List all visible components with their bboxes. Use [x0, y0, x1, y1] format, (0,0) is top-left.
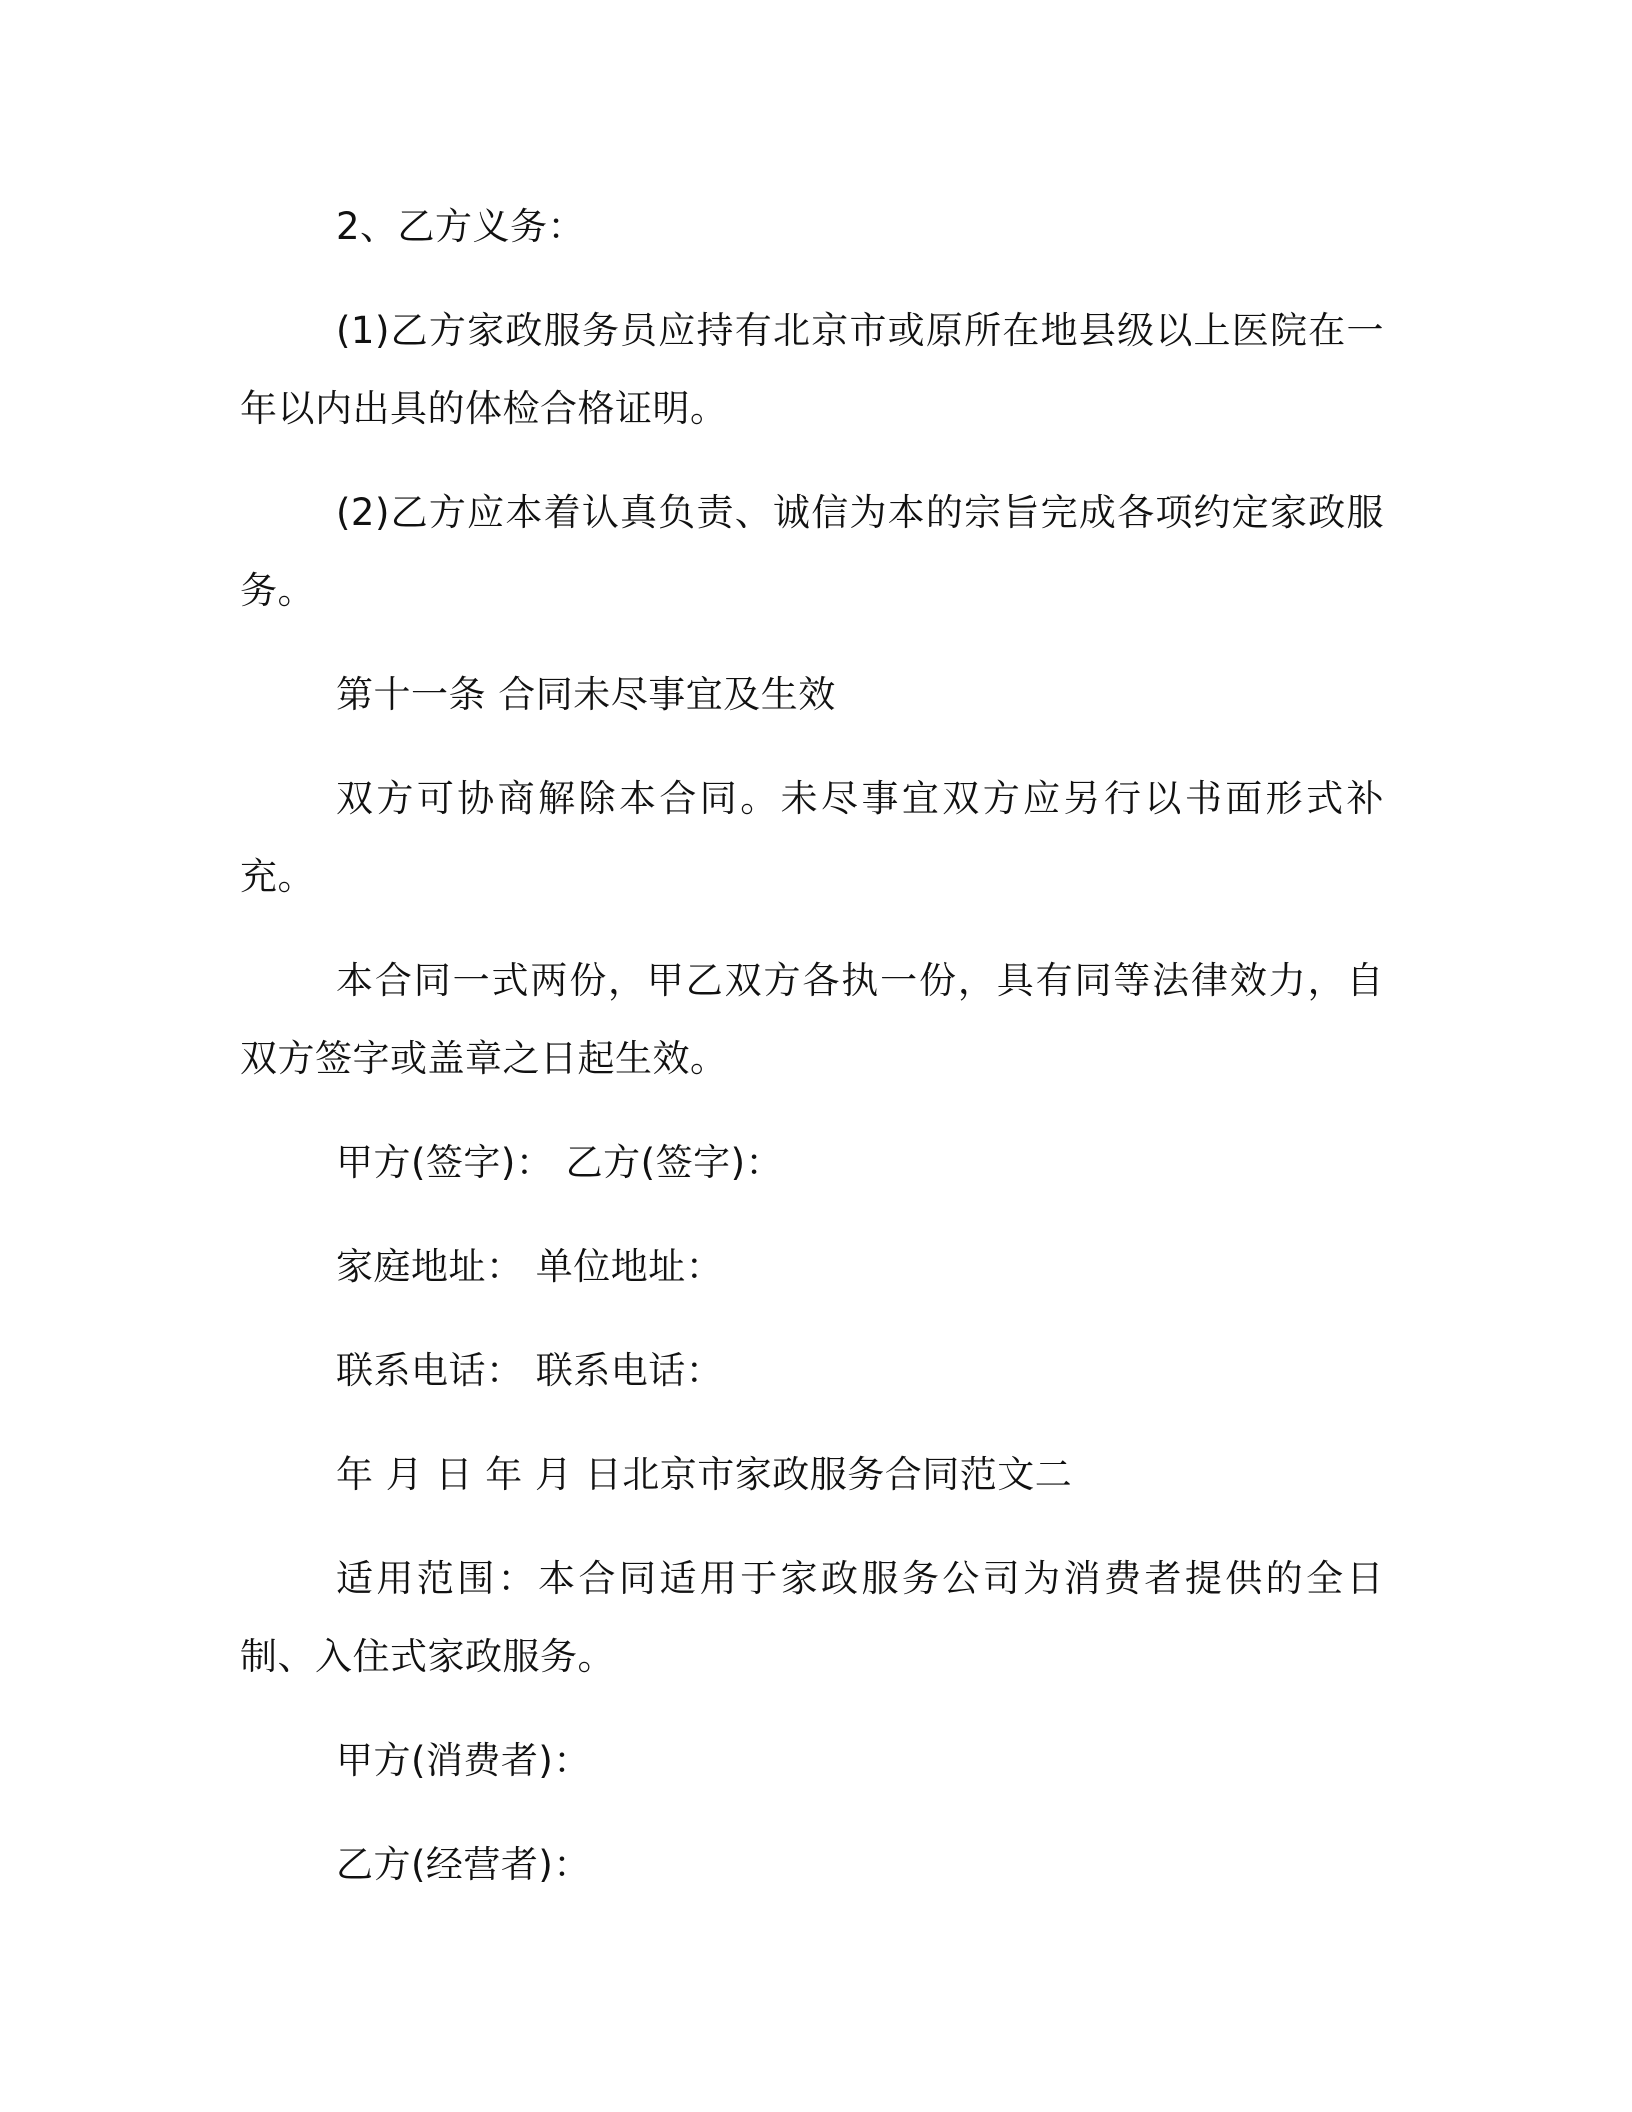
obligation-item-1: (1)乙方家政服务员应持有北京市或原所在地县级以上医院在一年以内出具的体检合格证明。	[240, 309, 1384, 430]
document-body	[240, 188, 1384, 1930]
termination-paragraph: 双方可协商解除本合同。未尽事宜双方应另行以书面形式补充。	[240, 777, 1384, 898]
phone-line: 联系电话： 联系电话：	[336, 1349, 724, 1392]
date-and-sample-two-title: 年 月 日 年 月 日北京市家政服务合同范文二	[336, 1453, 1073, 1496]
party-b-operator-line: 乙方(经营者)：	[336, 1843, 591, 1886]
obligation-item-2: (2)乙方应本着认真负责、诚信为本的宗旨完成各项约定家政服务。	[240, 491, 1384, 612]
address-line: 家庭地址： 单位地址：	[336, 1245, 724, 1288]
scope-paragraph: 适用范围：本合同适用于家政服务公司为消费者提供的全日制、入住式家政服务。	[240, 1557, 1384, 1678]
signature-line: 甲方(签字)： 乙方(签字)：	[336, 1141, 784, 1184]
clause-heading-party-b-obligations: 2、乙方义务：	[336, 205, 586, 248]
effectiveness-paragraph: 本合同一式两份，甲乙双方各执一份，具有同等法律效力，自双方签字或盖章之日起生效。	[240, 959, 1384, 1080]
article-11-heading: 第十一条 合同未尽事宜及生效	[336, 673, 836, 716]
party-a-consumer-line: 甲方(消费者)：	[336, 1739, 591, 1782]
